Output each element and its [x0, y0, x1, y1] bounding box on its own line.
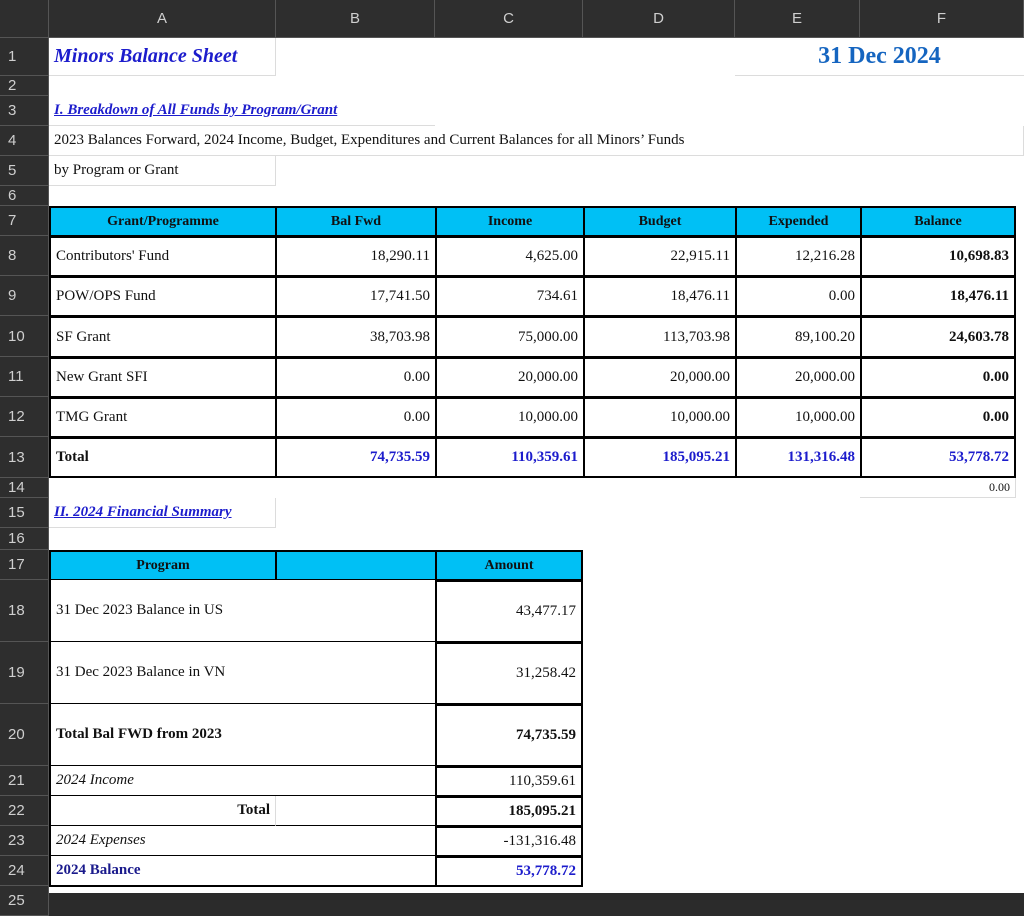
vn-balance-value[interactable]: 31,258.42 — [435, 642, 583, 705]
fund-row-3-budget[interactable]: 113,703.98 — [583, 316, 737, 358]
row-header-7[interactable]: 7 — [0, 206, 49, 236]
fund-row-1-bal-fwd[interactable]: 18,290.11 — [275, 236, 437, 277]
fund-row-5-bal-fwd[interactable]: 0.00 — [275, 397, 437, 438]
income-2024-value[interactable]: 110,359.61 — [435, 766, 583, 797]
us-balance-value[interactable]: 43,477.17 — [435, 580, 583, 643]
row-header-21[interactable]: 21 — [0, 766, 49, 796]
header-amount[interactable]: Amount — [435, 550, 583, 581]
row-header-15[interactable]: 15 — [0, 498, 49, 528]
section1-description[interactable]: 2023 Balances Forward, 2024 Income, Budget, Expenditures and Current Balances for all Minors’ Funds — [49, 126, 1024, 156]
header-expended[interactable]: Expended — [735, 206, 862, 237]
row-header-22[interactable]: 22 — [0, 796, 49, 826]
row-header-24[interactable]: 24 — [0, 856, 49, 886]
fund-row-4-balance[interactable]: 0.00 — [860, 357, 1016, 398]
expenses-2024-value[interactable]: -131,316.48 — [435, 826, 583, 857]
fund-row-3-name[interactable]: SF Grant — [49, 316, 277, 358]
fund-row-5-expended[interactable]: 10,000.00 — [735, 397, 862, 438]
balance-check-value[interactable]: 0.00 — [860, 478, 1016, 498]
fund-row-1-expended[interactable]: 12,216.28 — [735, 236, 862, 277]
row-header-17[interactable]: 17 — [0, 550, 49, 580]
header-grant-programme[interactable]: Grant/Programme — [49, 206, 277, 237]
header-income[interactable]: Income — [435, 206, 585, 237]
column-header-b[interactable]: B — [276, 0, 435, 38]
row-header-2[interactable]: 2 — [0, 76, 49, 96]
balance-2024-value[interactable]: 53,778.72 — [435, 856, 583, 887]
fund-row-1-balance[interactable]: 10,698.83 — [860, 236, 1016, 277]
row-header-16[interactable]: 16 — [0, 528, 49, 550]
row-header-5[interactable]: 5 — [0, 156, 49, 186]
expenses-2024-label[interactable]: 2024 Expenses — [49, 826, 437, 857]
fund-row-5-income[interactable]: 10,000.00 — [435, 397, 585, 438]
header-program-blank[interactable] — [275, 550, 437, 581]
row-header-10[interactable]: 10 — [0, 316, 49, 357]
header-balance[interactable]: Balance — [860, 206, 1016, 237]
total-bal-fwd[interactable]: 74,735.59 — [275, 437, 437, 478]
fund-row-3-income[interactable]: 75,000.00 — [435, 316, 585, 358]
report-date[interactable]: 31 Dec 2024 — [735, 38, 1024, 76]
column-header-f[interactable]: F — [860, 0, 1024, 38]
fund-row-1-name[interactable]: Contributors' Fund — [49, 236, 277, 277]
total-label[interactable]: Total — [49, 437, 277, 478]
fund-row-2-income[interactable]: 734.61 — [435, 276, 585, 317]
row-header-9[interactable]: 9 — [0, 276, 49, 316]
fund-row-5-budget[interactable]: 10,000.00 — [583, 397, 737, 438]
header-program[interactable]: Program — [49, 550, 277, 581]
income-2024-label[interactable]: 2024 Income — [49, 766, 437, 797]
fund-row-5-balance[interactable]: 0.00 — [860, 397, 1016, 438]
summary-total-label[interactable]: Total — [49, 796, 276, 827]
column-header-d[interactable]: D — [583, 0, 735, 38]
fund-row-2-budget[interactable]: 18,476.11 — [583, 276, 737, 317]
column-header-a[interactable]: A — [49, 0, 276, 38]
section1-description-2[interactable]: by Program or Grant — [49, 156, 276, 186]
section1-heading[interactable]: I. Breakdown of All Funds by Program/Grant — [49, 96, 435, 126]
balance-2024-label[interactable]: 2024 Balance — [49, 856, 437, 887]
row-header-1[interactable]: 1 — [0, 38, 49, 76]
fund-row-4-expended[interactable]: 20,000.00 — [735, 357, 862, 398]
fund-row-4-name[interactable]: New Grant SFI — [49, 357, 277, 398]
fund-row-3-balance[interactable]: 24,603.78 — [860, 316, 1016, 358]
sheet-title[interactable]: Minors Balance Sheet — [49, 38, 276, 76]
fund-row-2-name[interactable]: POW/OPS Fund — [49, 276, 277, 317]
row-header-4[interactable]: 4 — [0, 126, 49, 156]
total-bal-fwd-label[interactable]: Total Bal FWD from 2023 — [49, 704, 437, 767]
select-all-corner[interactable] — [0, 0, 49, 38]
header-budget[interactable]: Budget — [583, 206, 737, 237]
row-header-14[interactable]: 14 — [0, 478, 49, 498]
total-balance[interactable]: 53,778.72 — [860, 437, 1016, 478]
row-header-25[interactable]: 25 — [0, 886, 49, 916]
fund-row-4-income[interactable]: 20,000.00 — [435, 357, 585, 398]
fund-row-3-bal-fwd[interactable]: 38,703.98 — [275, 316, 437, 358]
total-budget[interactable]: 185,095.21 — [583, 437, 737, 478]
fund-row-2-bal-fwd[interactable]: 17,741.50 — [275, 276, 437, 317]
section2-heading[interactable]: II. 2024 Financial Summary — [49, 498, 276, 528]
summary-total-blank[interactable] — [276, 796, 437, 827]
total-income[interactable]: 110,359.61 — [435, 437, 585, 478]
row-header-18[interactable]: 18 — [0, 580, 49, 642]
fund-row-2-balance[interactable]: 18,476.11 — [860, 276, 1016, 317]
row-header-11[interactable]: 11 — [0, 357, 49, 397]
row-header-12[interactable]: 12 — [0, 397, 49, 437]
total-bal-fwd-value[interactable]: 74,735.59 — [435, 704, 583, 767]
fund-row-1-income[interactable]: 4,625.00 — [435, 236, 585, 277]
fund-row-3-expended[interactable]: 89,100.20 — [735, 316, 862, 358]
us-balance-label[interactable]: 31 Dec 2023 Balance in US — [49, 580, 437, 643]
fund-row-5-name[interactable]: TMG Grant — [49, 397, 277, 438]
summary-total-value[interactable]: 185,095.21 — [435, 796, 583, 827]
row-header-20[interactable]: 20 — [0, 704, 49, 766]
total-expended[interactable]: 131,316.48 — [735, 437, 862, 478]
fund-row-1-budget[interactable]: 22,915.11 — [583, 236, 737, 277]
column-header-e[interactable]: E — [735, 0, 860, 38]
fund-row-4-budget[interactable]: 20,000.00 — [583, 357, 737, 398]
row-header-13[interactable]: 13 — [0, 437, 49, 478]
column-header-c[interactable]: C — [435, 0, 583, 38]
row-header-8[interactable]: 8 — [0, 236, 49, 276]
header-bal-fwd[interactable]: Bal Fwd — [275, 206, 437, 237]
row-header-3[interactable]: 3 — [0, 96, 49, 126]
row-header-6[interactable]: 6 — [0, 186, 49, 206]
fund-row-2-expended[interactable]: 0.00 — [735, 276, 862, 317]
row-header-19[interactable]: 19 — [0, 642, 49, 704]
vn-balance-label[interactable]: 31 Dec 2023 Balance in VN — [49, 642, 437, 705]
row-header-23[interactable]: 23 — [0, 826, 49, 856]
fund-row-4-bal-fwd[interactable]: 0.00 — [275, 357, 437, 398]
